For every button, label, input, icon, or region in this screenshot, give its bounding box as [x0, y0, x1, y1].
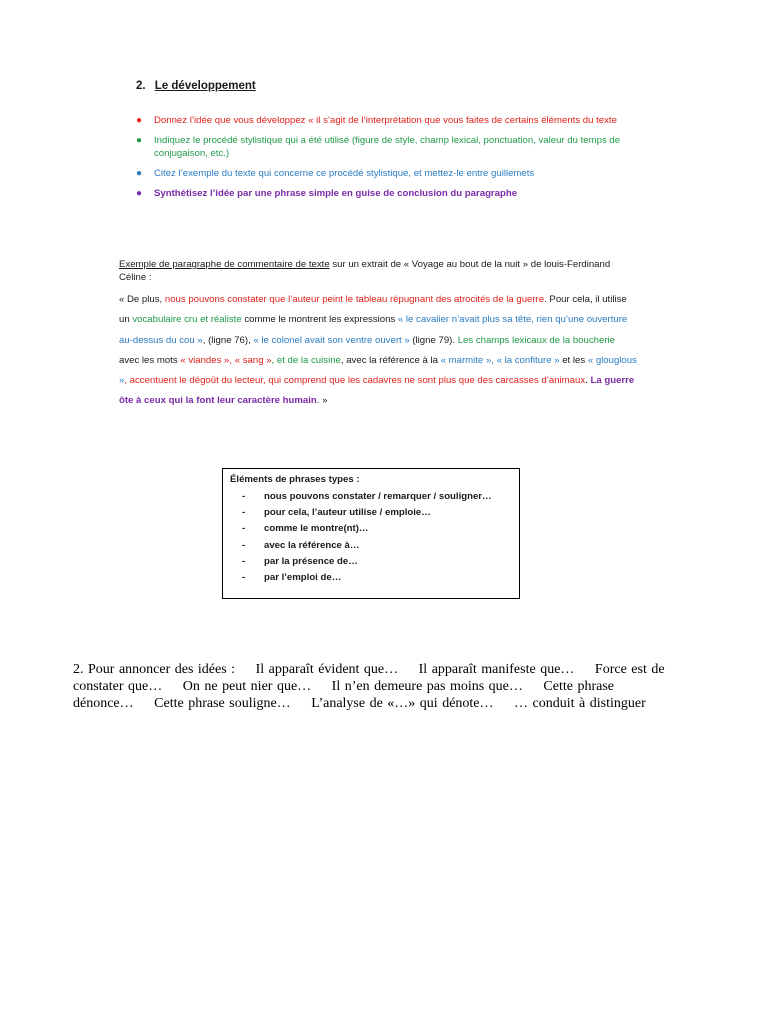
- example-intro: [119, 258, 619, 284]
- announce-item: Il apparaît manifeste que…: [418, 662, 575, 677]
- paragraph-segment: « glouglous »: [119, 354, 637, 387]
- phrase-item: [230, 554, 512, 570]
- paragraph-segment: , (ligne 76),: [202, 334, 254, 346]
- example-intro-underlined: Exemple de paragraphe de commentaire de texte: [119, 259, 330, 270]
- announce-item: … conduit à distinguer: [514, 696, 646, 711]
- phrase-item: [230, 489, 512, 505]
- paragraph-segment: La guerre ôte à ceux qui la font leur caractère humain: [119, 375, 635, 407]
- instruction-item: [130, 167, 640, 180]
- section-title: Le développement: [154, 80, 256, 92]
- paragraph-segment: . Pour cela, il utilise un: [119, 294, 627, 326]
- paragraph-segment: .: [585, 375, 591, 387]
- instruction-item: [130, 114, 640, 127]
- instruction-text: Donnez l’idée que vous développez « il s’agit de l’interprétation que vous faites de certains éléments du texte: [154, 115, 617, 126]
- instruction-list: [130, 114, 640, 207]
- instruction-item: [130, 187, 640, 200]
- paragraph-segment: (ligne 79).: [409, 334, 458, 346]
- paragraph-segment: « le colonel avait son ventre ouvert »: [253, 334, 410, 346]
- paragraph-segment: « De plus,: [119, 294, 165, 305]
- paragraph-segment: « viandes », « sang »: [180, 354, 272, 366]
- announce-item: On ne peut nier que…: [182, 679, 312, 694]
- phrase-text: nous pouvons constater / remarquer / souligner…: [264, 491, 492, 502]
- paragraph-segment: avec les mots: [119, 354, 181, 366]
- example-paragraph: [119, 290, 637, 412]
- announce-item: Cette phrase souligne…: [154, 696, 291, 711]
- dash-icon: -: [242, 539, 246, 551]
- paragraph-segment: comme le montrent les expressions: [241, 314, 398, 326]
- phrase-item: [230, 505, 512, 521]
- phrase-list: [230, 489, 512, 586]
- dash-icon: -: [242, 491, 246, 502]
- bullet-icon: ●: [136, 168, 143, 179]
- paragraph-segment: , accentuent le dégoût du lecteur, qui comprend que les cadavres ne sont plus que des carcasses d’animaux: [124, 375, 586, 387]
- dash-icon: -: [242, 523, 246, 535]
- phrase-text: comme le montre(nt)…: [264, 523, 369, 535]
- instruction-text: Synthétisez l’idée par une phrase simple en guise de conclusion du paragraphe: [154, 188, 518, 199]
- paragraph-segment: nous pouvons constater que l’auteur peint le tableau répugnant des atrocités de la guerre: [164, 294, 545, 305]
- phrase-text: par l’emploi de…: [264, 572, 342, 584]
- bullet-icon: ●: [136, 115, 143, 126]
- paragraph-segment: vocabulaire cru et réaliste: [132, 314, 242, 326]
- announce-item: Il n’en demeure pas moins que…: [331, 679, 523, 694]
- announce-item: Force est de constater que…: [73, 662, 665, 694]
- section-number: 2.: [136, 80, 146, 92]
- phrase-text: avec la référence à…: [264, 539, 360, 551]
- phrase-text: pour cela, l’auteur utilise / emploie…: [264, 507, 431, 519]
- phrase-types-box: [222, 468, 520, 599]
- phrase-item: [230, 538, 512, 554]
- bullet-icon: ●: [136, 135, 143, 146]
- paragraph-segment: , avec la référence à la: [340, 354, 441, 366]
- paragraph-segment: et les: [559, 354, 588, 366]
- announce-item: L’analyse de «…» qui dénote…: [311, 696, 494, 711]
- announce-item: Cette phrase dénonce…: [73, 679, 614, 711]
- phrase-box-title: Éléments de phrases types :: [230, 474, 360, 485]
- dash-icon: -: [242, 507, 246, 519]
- instruction-text: Citez l’exemple du texte qui concerne ce procédé stylistique, et mettez-le entre guillemets: [154, 168, 535, 179]
- instruction-item: [130, 134, 640, 160]
- paragraph-segment: , et de la cuisine: [271, 354, 341, 366]
- paragraph-segment: . »: [316, 395, 328, 407]
- dash-icon: -: [242, 572, 246, 584]
- announce-ideas-paragraph: [73, 661, 693, 712]
- paragraph-segment: Les champs lexicaux de la boucherie: [457, 334, 616, 346]
- section-heading: [136, 80, 256, 92]
- instruction-text: Indiquez le procédé stylistique qui a été utilisé (figure de style, champ lexical, ponctuation, valeur du temps de conjugaison, etc.): [154, 135, 621, 159]
- phrase-text: par la présence de…: [264, 555, 358, 567]
- phrase-item: [230, 521, 512, 537]
- dash-icon: -: [242, 555, 246, 567]
- phrase-item: [230, 570, 512, 586]
- example-intro-rest: sur un extrait de « Voyage au bout de la nuit » de louis-Ferdinand Céline :: [119, 259, 611, 283]
- bullet-icon: ●: [136, 188, 143, 199]
- paragraph-segment: « le cavalier n’avait plus sa tête, rien qu’une ouverture au-dessus du cou »: [119, 314, 628, 346]
- announce-item: 2. Pour annoncer des idées :: [73, 662, 236, 677]
- announce-item: Il apparaît évident que…: [255, 662, 399, 677]
- paragraph-segment: « marmite », « la confiture »: [440, 354, 560, 366]
